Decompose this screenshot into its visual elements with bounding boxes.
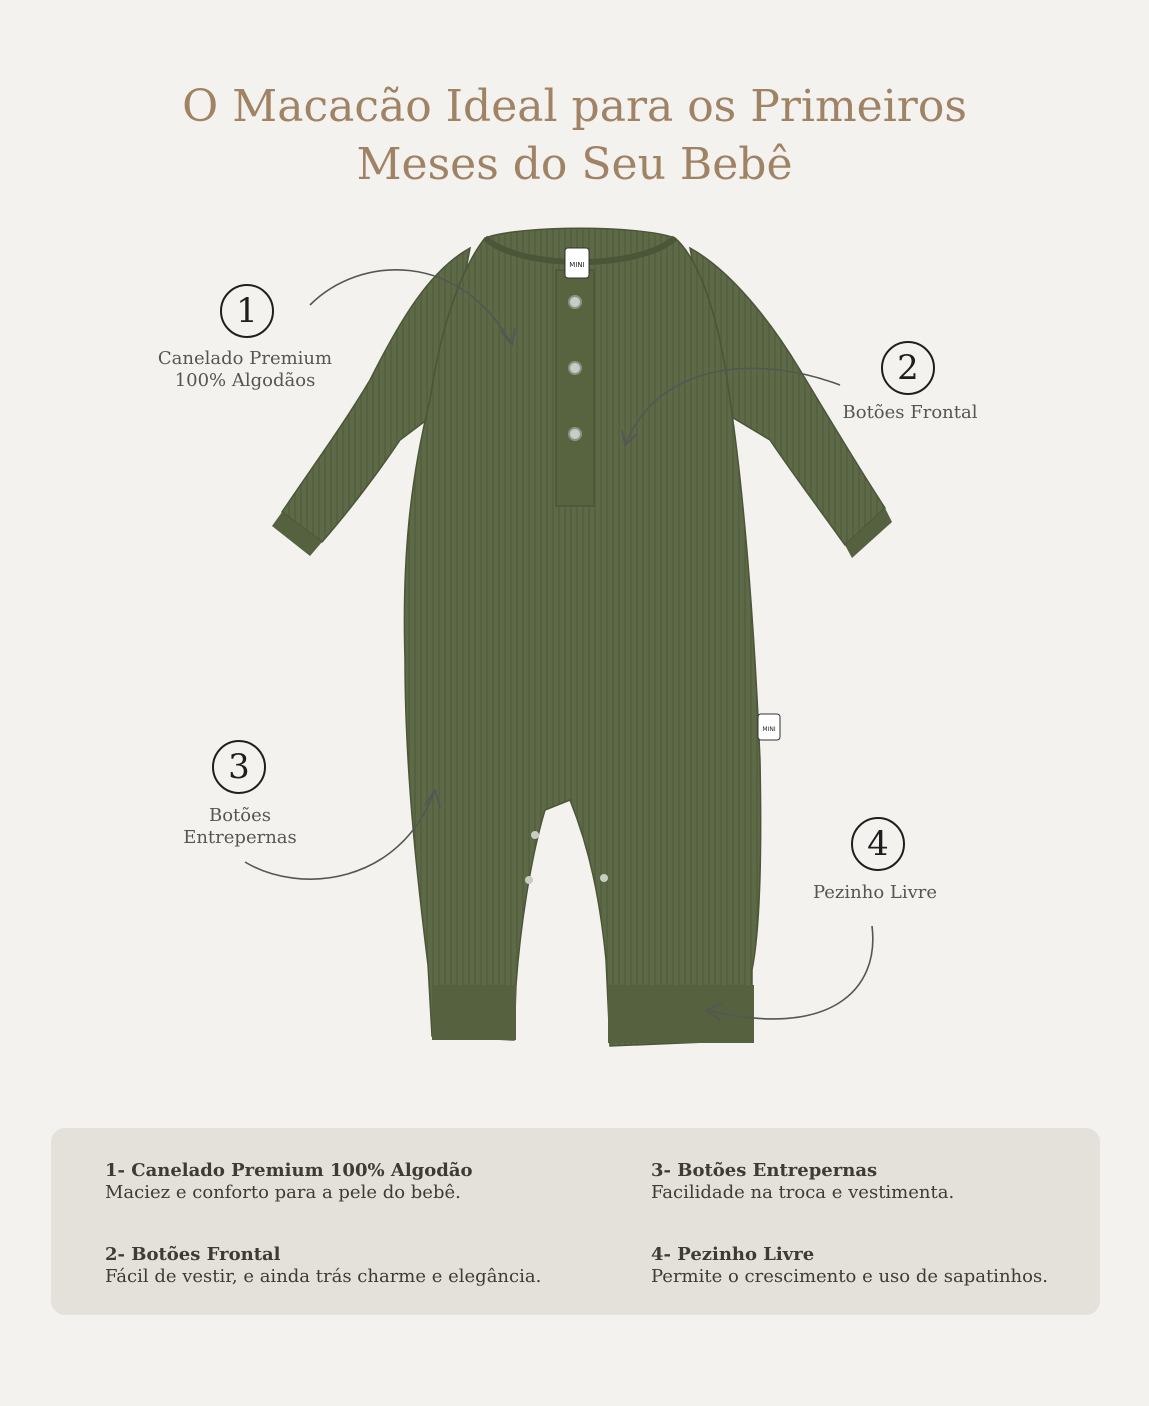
feature-2-title: 2- Botões Frontal <box>105 1244 281 1265</box>
feature-1-title: 1- Canelado Premium 100% Algodão <box>105 1160 473 1181</box>
romper-left-ankle-cuff <box>432 985 516 1040</box>
callout-label-4 <box>795 882 955 904</box>
callout-4-line-1: Pezinho Livre <box>812 882 938 903</box>
crotch-snap-1 <box>525 876 533 884</box>
callout-number-2: 2 <box>881 341 935 395</box>
callout-2-line-1: Botões Frontal <box>842 402 978 423</box>
brand-tag-side-text: MINI <box>762 726 776 733</box>
feature-3 <box>651 1160 1091 1204</box>
romper-right-ankle-cuff <box>608 985 754 1043</box>
features-panel <box>51 1128 1100 1315</box>
feature-4-title: 4- Pezinho Livre <box>651 1244 815 1265</box>
page-title-line-1: O Macacão Ideal para os Primeiros <box>182 81 967 132</box>
snap-button-2 <box>569 362 581 374</box>
callout-number-3: 3 <box>212 740 266 794</box>
feature-1-description: Maciez e conforto para a pele do bebê. <box>105 1182 461 1203</box>
callout-number-4: 4 <box>851 817 905 871</box>
callout-number-1: 1 <box>220 284 274 338</box>
feature-2 <box>105 1244 605 1288</box>
callout-1-line-1: Canelado Premium <box>157 348 333 369</box>
feature-3-description: Facilidade na troca e vestimenta. <box>651 1182 955 1203</box>
callout-label-1 <box>140 348 350 392</box>
feature-4 <box>651 1244 1091 1288</box>
feature-4-description: Permite o crescimento e uso de sapatinhos. <box>651 1266 1048 1287</box>
callout-3-line-2: Entrepernas <box>183 827 297 848</box>
callout-label-3 <box>150 805 330 849</box>
feature-1 <box>105 1160 605 1204</box>
feature-2-description: Fácil de vestir, e ainda trás charme e elegância. <box>105 1266 542 1287</box>
brand-tag-neck-text: MINI <box>569 261 585 269</box>
page-title-line-2: Meses do Seu Bebê <box>356 139 793 190</box>
callout-1-line-2: 100% Algodãos <box>174 370 316 391</box>
callout-label-2 <box>825 402 995 424</box>
snap-button-3 <box>569 428 581 440</box>
feature-3-title: 3- Botões Entrepernas <box>651 1160 878 1181</box>
snap-button-1 <box>569 296 581 308</box>
crotch-snap-3 <box>600 874 608 882</box>
crotch-snap-2 <box>531 831 539 839</box>
callout-3-line-1: Botões <box>208 805 272 826</box>
romper-garment <box>272 228 892 1046</box>
